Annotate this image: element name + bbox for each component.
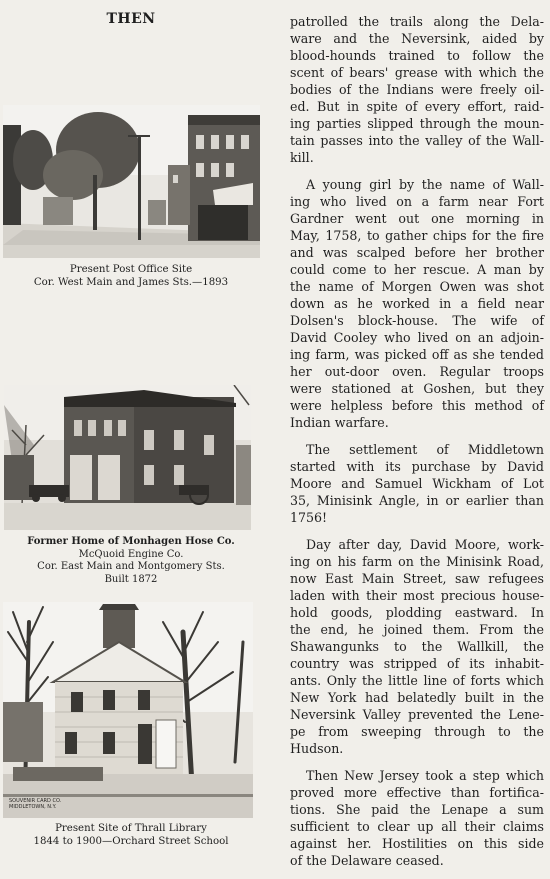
text-line: ing on his farm on the Minisink Road, (290, 554, 544, 569)
text-line: pe from sweeping through to the (290, 724, 544, 739)
text-line: blood-hounds trained to follow the (290, 48, 544, 63)
text-line: scent of bears' grease with which the (290, 65, 544, 80)
text-line: started with its purchase by David (290, 459, 544, 474)
paragraph-1 (290, 13, 544, 166)
paragraph-2 (290, 176, 544, 431)
text-line: Dolsen's block-house. The wife of (290, 313, 544, 328)
text-line: Hudson. (290, 741, 344, 756)
text-line: kill. (290, 150, 314, 165)
text-line: Gardner went out one morning in (290, 211, 544, 226)
text-line: 1756! (290, 510, 328, 525)
text-line: hold goods, plodding eastward. In (290, 605, 544, 620)
text-line: patrolled the trails along the Dela- (290, 14, 544, 29)
post-office-caption (0, 264, 262, 289)
body-text-column (290, 13, 544, 879)
text-line: were helpless before this method of (290, 398, 544, 413)
text-line: down as he worked in a field near (290, 296, 544, 311)
hose-co-caption (0, 536, 262, 586)
text-line: sufficient to clear up all their claims (290, 819, 544, 834)
text-line: the name of Morgen Owen was shot (290, 279, 544, 294)
paragraph-4 (290, 536, 544, 757)
text-line: and was scalped before her brother (290, 245, 544, 260)
text-line: ing parties slipped through the moun- (290, 116, 544, 131)
text-line: May, 1758, to gather chips for the fire (290, 228, 544, 243)
text-line: now East Main Street, saw refugees (290, 571, 544, 586)
paragraph-3 (290, 441, 544, 526)
caption-line: 1844 to 1900—Orchard Street School (33, 835, 229, 847)
caption-line: Built 1872 (104, 573, 158, 585)
text-line: the end, he joined them. From the (290, 622, 544, 637)
text-line: ware and the Neversink, aided by (290, 31, 544, 46)
text-line: her out-door oven. Regular troops (290, 364, 544, 379)
text-line: 35, Minisink Angle, in or earlier than (290, 493, 544, 508)
text-line: ed. But in spite of every effort, raid- (290, 99, 544, 114)
caption-line: McQuoid Engine Co. (78, 548, 184, 560)
text-line: proved more effective than fortifica- (290, 785, 544, 800)
text-line: country was stripped of its inhabit- (290, 656, 544, 671)
page-heading: THEN (106, 11, 156, 27)
text-line: David Cooley who lived on an adjoin- (290, 330, 544, 345)
caption-line: Cor. East Main and Montgomery Sts. (37, 561, 225, 572)
text-line: New York had belatedly built in the (290, 690, 544, 705)
text-line: Then New Jersey took a step which (306, 768, 544, 783)
text-line: ants. Only the little line of forts which (290, 673, 544, 688)
text-line: were stationed at Goshen, but they (290, 381, 544, 396)
text-line: ing farm, was picked off as she tended (290, 347, 544, 362)
caption-line: Former Home of Monhagen Hose Co. (27, 536, 235, 547)
text-line: Moore and Samuel Wickham of Lot (290, 476, 544, 491)
text-line: laden with their most precious house- (290, 588, 544, 603)
text-line: ing who lived on a farm near Fort (290, 194, 544, 209)
text-line: tain passes into the valley of the Wall- (290, 133, 544, 148)
caption-line: Present Post Office Site (69, 264, 193, 275)
text-line: of the Delaware ceased. (290, 853, 444, 868)
thrall-photo-stamp: SOUVENIR CARD CO. MIDDLETOWN, N.Y. (9, 798, 62, 810)
text-line: could come to her rescue. A man by (290, 262, 544, 277)
text-line: The settlement of Middletown (306, 442, 544, 457)
hose-co-photo (4, 385, 251, 530)
caption-line: Present Site of Thrall Library (55, 823, 207, 834)
text-line: Indian warfare. (290, 415, 389, 430)
text-line: bodies of the Indians were freely oil- (290, 82, 544, 97)
thrall-caption (0, 823, 262, 848)
text-line: against her. Hostilities on this side (290, 836, 544, 851)
thrall-photo (3, 602, 253, 818)
text-line: Day after day, David Moore, work- (306, 537, 544, 552)
text-line: A young girl by the name of Wall- (306, 177, 544, 192)
paragraph-5 (290, 767, 544, 869)
post-office-photo (3, 105, 260, 258)
text-line: Neversink Valley prevented the Lene- (290, 707, 544, 722)
text-line: tions. She paid the Lenape a sum (290, 802, 544, 817)
caption-line: Cor. West Main and James Sts.—1893 (33, 276, 229, 288)
text-line: Shawangunks to the Wallkill, the (290, 639, 544, 654)
